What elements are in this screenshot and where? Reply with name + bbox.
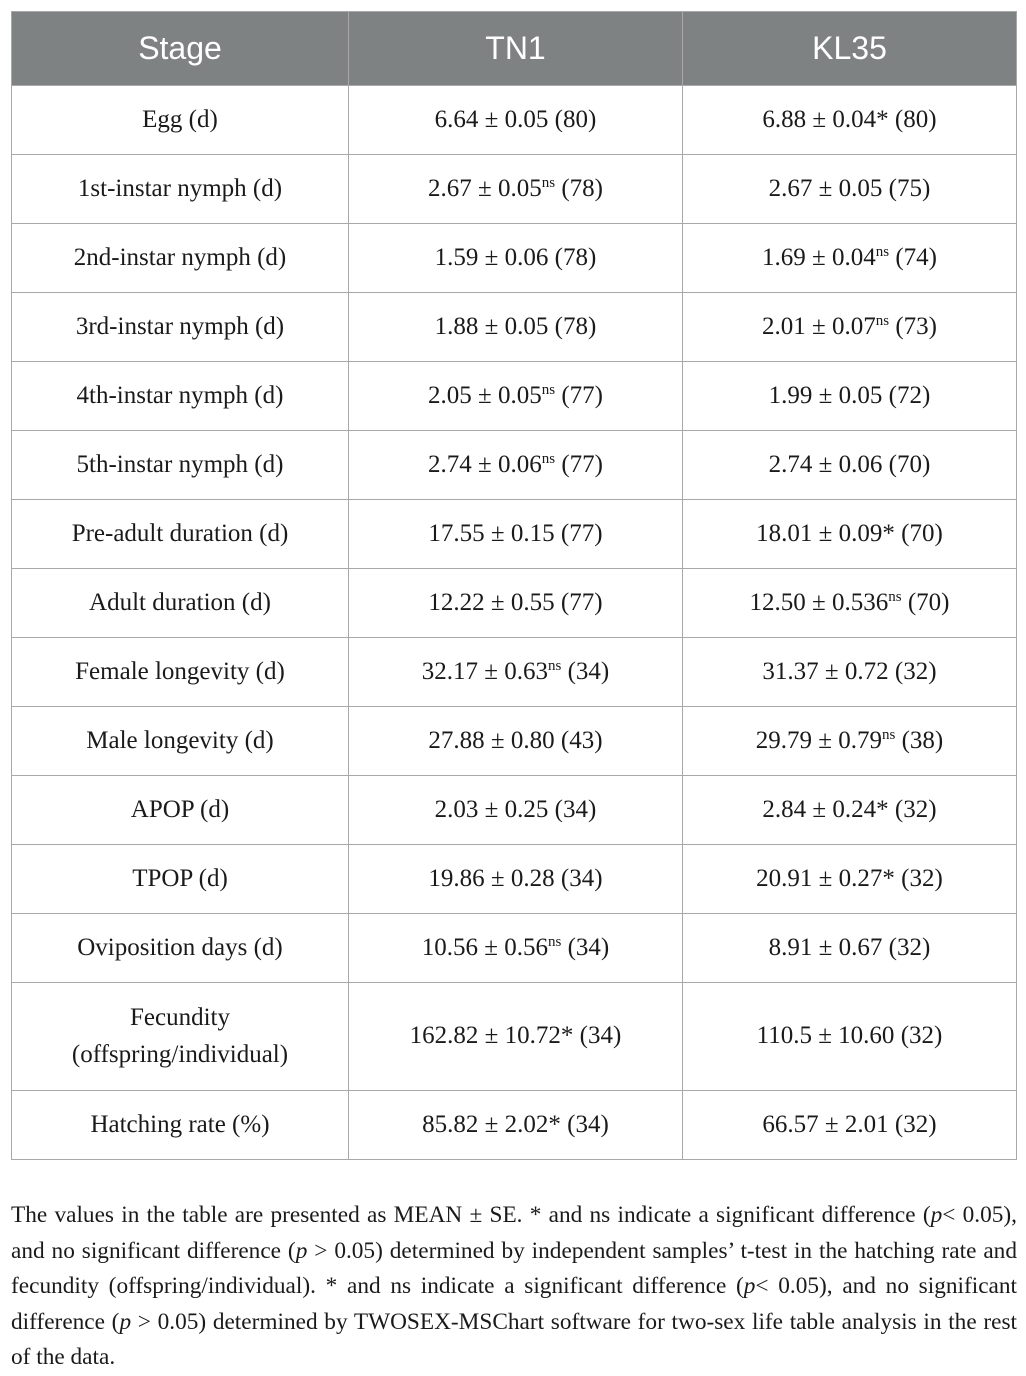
tn1-significance-mark: ns [547,657,562,674]
stage-label: Male longevity (d) [86,726,274,754]
tn1-mean-se: 17.55 ± 0.15 [428,519,555,547]
kl35-value-cell [683,224,1017,293]
footnote-p-symbol: p [119,1308,132,1335]
stage-label: 5th-instar nymph (d) [76,450,284,478]
tn1-sample-size: (78) [548,243,597,271]
tn1-value-cell [349,983,683,1091]
tn1-sample-size: (77) [555,450,603,478]
kl35-mean-se: 2.84 ± 0.24* [762,795,889,823]
footnote-p-symbol: p [295,1237,308,1264]
tn1-mean-se: 10.56 ± 0.56 [421,933,548,961]
kl35-sample-size: (70) [901,588,950,616]
table-row [12,569,1017,638]
tn1-sample-size: (78) [548,312,597,340]
stage-cell [12,776,349,845]
kl35-mean-se: 2.74 ± 0.06 [768,450,883,478]
stage-cell [12,224,349,293]
stage-label: Fecundity [130,1004,230,1032]
stage-label-line2: (offspring/individual) [71,1040,289,1068]
stage-label: Female longevity (d) [75,657,285,685]
table-row [12,293,1017,362]
tn1-mean-se: 6.64 ± 0.05 [434,105,549,133]
tn1-value-cell [349,776,683,845]
table-row [12,362,1017,431]
footnote-text-1: The values in the table are presented as MEAN ± SE. * and ns indicate a significant difference ( [11,1202,931,1229]
tn1-sample-size: (80) [548,105,597,133]
kl35-sample-size: (74) [889,243,937,271]
stage-cell [12,500,349,569]
life-table [11,11,1017,1160]
stage-label: TPOP (d) [132,864,228,892]
tn1-value-cell [349,431,683,500]
stage-label: Adult duration (d) [89,588,271,616]
kl35-value-cell [683,431,1017,500]
kl35-sample-size: (32) [894,1022,943,1050]
kl35-sample-size: (70) [882,450,931,478]
kl35-value-cell [683,569,1017,638]
tn1-mean-se: 2.74 ± 0.06 [428,450,542,478]
kl35-sample-size: (32) [882,933,931,961]
stage-label: 3rd-instar nymph (d) [75,312,285,340]
table-row [12,638,1017,707]
tn1-mean-se: 19.86 ± 0.28 [428,864,555,892]
stage-label: Pre-adult duration (d) [71,519,289,547]
table-row [12,86,1017,155]
tn1-value-cell [349,638,683,707]
tn1-mean-se: 85.82 ± 2.02* [422,1110,561,1138]
kl35-mean-se: 110.5 ± 10.60 [756,1022,895,1050]
kl35-sample-size: (70) [894,519,943,547]
header-row [12,12,1017,86]
table-row [12,155,1017,224]
tn1-sample-size: (34) [573,1022,622,1050]
kl35-sample-size: (73) [889,312,937,340]
kl35-mean-se: 20.91 ± 0.27* [756,864,895,892]
kl35-value-cell [683,638,1017,707]
stage-cell [12,983,349,1091]
tn1-value-cell [349,86,683,155]
tn1-sample-size: (77) [555,381,603,409]
tn1-mean-se: 1.88 ± 0.05 [434,312,549,340]
stage-label: 4th-instar nymph (d) [76,381,284,409]
stage-cell [12,293,349,362]
kl35-sample-size: (32) [894,864,943,892]
stage-cell [12,569,349,638]
kl35-value-cell [683,362,1017,431]
stage-cell [12,1091,349,1160]
stage-label: Hatching rate (%) [90,1110,270,1138]
table-row [12,1091,1017,1160]
kl35-significance-mark: ns [875,312,890,329]
tn1-sample-size: (78) [555,174,603,202]
stage-cell [12,155,349,224]
kl35-sample-size: (72) [882,381,931,409]
table-row [12,845,1017,914]
tn1-value-cell [349,155,683,224]
stage-cell [12,86,349,155]
tn1-sample-size: (34) [561,933,610,961]
tn1-value-cell [349,500,683,569]
tn1-sample-size: (77) [554,519,603,547]
kl35-mean-se: 6.88 ± 0.04* [762,105,889,133]
tn1-value-cell [349,224,683,293]
kl35-mean-se: 1.99 ± 0.05 [768,381,883,409]
header-stage: Stage [12,12,349,86]
footnote-p-symbol: p [743,1273,756,1300]
table-footnote [11,1198,1017,1376]
kl35-value-cell [683,914,1017,983]
tn1-mean-se: 2.05 ± 0.05 [428,381,542,409]
kl35-value-cell [683,293,1017,362]
tn1-significance-mark: ns [541,450,556,467]
table-body [12,86,1017,1160]
tn1-value-cell [349,707,683,776]
table-row [12,914,1017,983]
table-row [12,707,1017,776]
kl35-value-cell [683,845,1017,914]
tn1-value-cell [349,293,683,362]
stage-cell [12,638,349,707]
kl35-mean-se: 66.57 ± 2.01 [762,1110,889,1138]
kl35-sample-size: (75) [882,174,931,202]
tn1-value-cell [349,569,683,638]
tn1-significance-mark: ns [541,381,556,398]
stage-label: Oviposition days (d) [77,933,283,961]
footnote-text-3: > 0.05) determined by independent samples’ t-test in the hatching rate and fecundity (offspring/individual). * and ns indicate a significant difference ( [11,1237,1017,1300]
footnote-p-symbol: p [930,1202,943,1229]
tn1-value-cell [349,845,683,914]
kl35-value-cell [683,86,1017,155]
kl35-value-cell [683,500,1017,569]
footnote-text-4: < 0.05), and no significant difference ( [11,1273,1018,1335]
stage-label: 2nd-instar nymph (d) [73,243,287,271]
tn1-significance-mark: ns [547,933,562,950]
tn1-sample-size: (34) [554,864,603,892]
tn1-sample-size: (34) [560,1110,609,1138]
kl35-mean-se: 31.37 ± 0.72 [762,657,889,685]
tn1-mean-se: 1.59 ± 0.06 [434,243,549,271]
kl35-sample-size: (32) [888,657,937,685]
stage-cell [12,914,349,983]
kl35-mean-se: 2.01 ± 0.07 [762,312,876,340]
kl35-significance-mark: ns [875,243,890,260]
stage-cell [12,707,349,776]
kl35-mean-se: 18.01 ± 0.09* [756,519,895,547]
kl35-value-cell [683,707,1017,776]
kl35-mean-se: 8.91 ± 0.67 [768,933,883,961]
kl35-value-cell [683,776,1017,845]
table-row [12,500,1017,569]
stage-cell [12,362,349,431]
tn1-mean-se: 32.17 ± 0.63 [421,657,548,685]
table-row [12,431,1017,500]
kl35-mean-se: 12.50 ± 0.536 [749,588,889,616]
tn1-sample-size: (77) [554,588,603,616]
stage-label: APOP (d) [130,795,230,823]
kl35-value-cell [683,983,1017,1091]
tn1-mean-se: 27.88 ± 0.80 [428,726,555,754]
stage-label: 1st-instar nymph (d) [77,174,283,202]
tn1-value-cell [349,1091,683,1160]
tn1-mean-se: 162.82 ± 10.72* [409,1022,574,1050]
table-row [12,983,1017,1091]
header-tn1: TN1 [349,12,683,86]
stage-cell [12,431,349,500]
tn1-value-cell [349,914,683,983]
table-row [12,224,1017,293]
tn1-mean-se: 2.67 ± 0.05 [428,174,542,202]
footnote-text-2: < 0.05), and no significant difference ( [11,1202,1017,1264]
tn1-value-cell [349,362,683,431]
tn1-sample-size: (43) [554,726,603,754]
kl35-significance-mark: ns [888,588,902,605]
kl35-value-cell [683,1091,1017,1160]
footnote-text-5: > 0.05) determined by TWOSEX-MSChart software for two-sex life table analysis in the rest of the data. [11,1308,1017,1371]
kl35-mean-se: 29.79 ± 0.79 [755,726,882,754]
tn1-sample-size: (34) [561,657,610,685]
kl35-mean-se: 1.69 ± 0.04 [762,243,876,271]
tn1-significance-mark: ns [541,174,556,191]
kl35-significance-mark: ns [881,726,896,743]
tn1-sample-size: (34) [548,795,597,823]
header-kl35: KL35 [683,12,1017,86]
tn1-mean-se: 2.03 ± 0.25 [434,795,549,823]
stage-cell [12,845,349,914]
stage-label: Egg (d) [142,105,218,133]
kl35-sample-size: (32) [888,1110,937,1138]
kl35-sample-size: (32) [888,795,937,823]
table-row [12,776,1017,845]
kl35-mean-se: 2.67 ± 0.05 [768,174,883,202]
kl35-value-cell [683,155,1017,224]
tn1-mean-se: 12.22 ± 0.55 [428,588,555,616]
kl35-sample-size: (38) [895,726,944,754]
kl35-sample-size: (80) [888,105,937,133]
